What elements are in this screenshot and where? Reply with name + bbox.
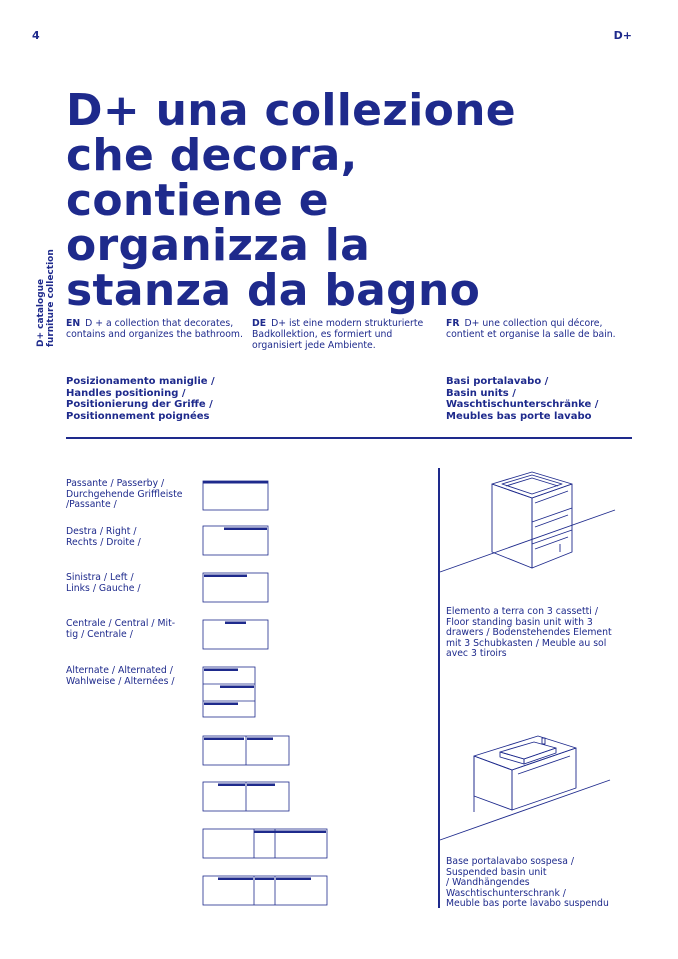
handle-diagram-alternated-3part-a [202,828,330,860]
side-label-line: D+ catalogue [36,278,46,347]
handle-label-line: /Passante / [66,499,117,510]
suspended-unit-caption [446,857,609,910]
section-heading-line: Positionnement poignées [66,410,210,422]
handle-diagram-passerby [202,480,270,512]
section-heading-line: Waschtischunterschränke / [446,399,599,410]
handle-label-right [66,527,206,548]
caption-line: Floor standing basin unit with 3 [446,616,593,628]
handle-label-line: Rechts / Droite / [66,536,141,548]
caption-line: Suspended basin unit [446,866,547,878]
handle-diagram-alternated-2door-b [202,781,292,813]
section-heading-line: Positionierung der Griffe / [66,399,213,410]
section-handles-heading [66,376,215,422]
section-heading-line: Basin units / [446,387,516,399]
intro-en-text: D + a collection that decorates, contains and organizes the bathroom. [66,318,243,340]
handle-label-line: Wahlweise / Alternées / [66,675,175,687]
section-basins-heading [446,376,598,422]
handle-label-line: Alternate / Alternated / [66,665,173,676]
handle-label-left [66,573,206,594]
lang-code-en: EN [66,318,81,329]
side-label [36,249,56,347]
handle-label-line: Links / Gauche / [66,582,141,594]
caption-line: Base portalavabo sospesa / [446,856,574,867]
section-heading-line: Meubles bas porte lavabo [446,410,592,422]
handle-diagram-central [202,619,270,651]
caption-line: Meuble bas porte lavabo suspendu [446,898,609,909]
title-line: organizza la [66,220,371,271]
handle-diagram-alternated-3part-b [202,875,330,907]
title-line: D+ una collezione [66,85,516,136]
section-heading-line: Handles positioning / [66,387,186,399]
handle-diagram-alternated-2door-a [202,735,292,767]
brand-mark: D+ [613,29,632,42]
title-line: che decora, [66,130,358,181]
page-title [66,85,516,316]
caption-line: Waschtischunterschrank / [446,887,566,899]
suspended-unit-illustration [440,730,620,844]
caption-line: Elemento a terra con 3 cassetti / [446,606,598,617]
intro-de-text: D+ ist eine modern strukturierte Badkollektion, es formiert und organisiert jede Ambiente. [252,318,424,351]
handle-label-line: Passante / Passerby / [66,478,165,489]
intro-fr-text: D+ une collection qui décore, contient et organise la salle de bain. [446,318,616,340]
intro-de [252,318,438,351]
caption-line: avec 3 tiroirs [446,648,507,659]
handle-label-passerby [66,479,206,511]
floor-standing-unit-illustration [440,470,620,580]
handle-label-line: Sinistra / Left / [66,572,134,583]
section-divider [66,437,632,439]
handle-label-line: Destra / Right / [66,526,137,537]
title-line: contiene e [66,175,329,226]
intro-en [66,318,252,340]
handle-label-line: Centrale / Central / Mit- [66,618,176,629]
floor-standing-unit-caption [446,607,612,660]
handle-label-central [66,619,206,640]
caption-line: / Wandhängendes [446,877,530,888]
caption-line: drawers / Bodenstehendes Element [446,627,612,638]
side-label-line: furniture collection [46,249,56,347]
handle-label-alternated [66,666,206,687]
intro-fr [446,318,632,340]
section-heading-line: Basi portalavabo / [446,376,549,387]
lang-code-fr: FR [446,318,460,329]
handle-label-line: tig / Centrale / [66,628,133,640]
section-heading-line: Posizionamento maniglie / [66,376,215,387]
handle-label-line: Durchgehende Griffleiste [66,488,183,500]
title-line: stanza da bagno [66,265,481,316]
lang-code-de: DE [252,318,267,329]
caption-line: mit 3 Schubkasten / Meuble au sol [446,637,607,649]
handle-diagram-alternated-drawers [202,666,258,720]
handle-diagram-left [202,572,270,604]
handle-diagram-right [202,525,270,557]
page-number: 4 [32,29,40,42]
